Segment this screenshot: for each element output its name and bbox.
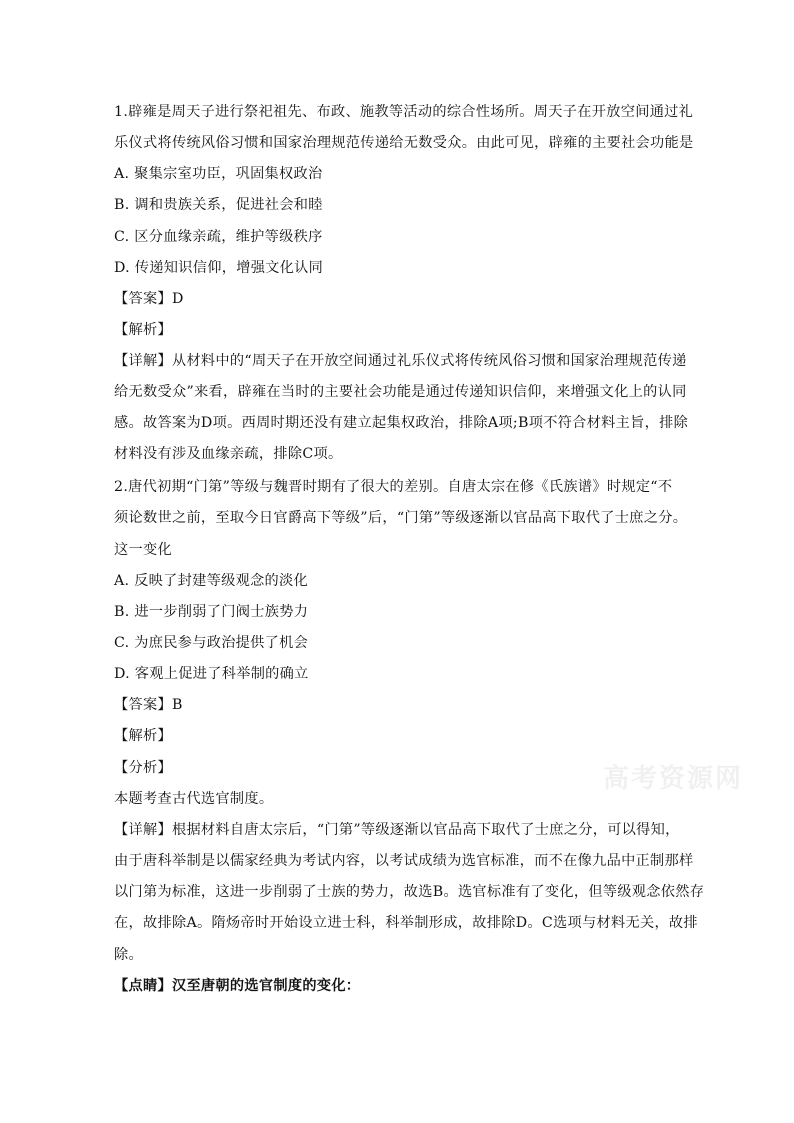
q2-answer: 【答案】B xyxy=(114,697,183,713)
q2-detail-line-5: 除。 xyxy=(114,947,143,963)
q1-detail-line-2: 给无数受众”来看，辟雍在当时的主要社会功能是通过传递知识信仰，来增强文化上的认同 xyxy=(114,384,687,400)
q2-detail-line-1: 【详解】根据材料自唐太宗后，“门第”等级逐渐以官品高下取代了士庶之分，可以得知， xyxy=(114,822,680,838)
q2-detail-line-3: 以门第为标准，这进一步削弱了士族的势力，故选B。选官标准有了变化，但等级观念依然存 xyxy=(114,884,705,900)
q1-option-b: B. 调和贵族关系，促进社会和睦 xyxy=(114,197,323,213)
q1-stem-line-1: 1.辟雍是周天子进行祭祀祖先、布政、施教等活动的综合性场所。周天子在开放空间通过礼 xyxy=(114,104,694,120)
q2-fenxi-heading: 【分析】 xyxy=(114,760,172,776)
q1-option-a: A. 聚集宗室功臣，巩固集权政治 xyxy=(114,166,323,182)
q2-detail-line-2: 由于唐科举制是以儒家经典为考试内容，以考试成绩为选官标准，而不在像九品中正制那样 xyxy=(114,853,694,869)
q1-option-c: C. 区分血缘亲疏，维护等级秩序 xyxy=(114,229,323,245)
q1-answer: 【答案】D xyxy=(114,291,184,307)
q2-fenxi-text: 本题考查古代选官制度。 xyxy=(114,791,274,807)
q2-option-c: C. 为庶民参与政治提供了机会 xyxy=(114,635,309,651)
q2-dianjing-heading: 【点睛】汉至唐朝的选官制度的变化： xyxy=(114,978,361,994)
q2-stem-line-2: 须论数世之前，至取今日官爵高下等级”后，“门第”等级逐渐以官品高下取代了士庶之分。 xyxy=(114,510,688,526)
q1-option-d: D. 传递知识信仰，增强文化认同 xyxy=(114,260,324,276)
q2-option-a: A. 反映了封建等级观念的淡化 xyxy=(114,573,309,589)
watermark: 高考资源网 xyxy=(603,764,744,794)
q2-option-d: D. 客观上促进了科举制的确立 xyxy=(114,666,309,682)
q2-stem-line-3: 这一变化 xyxy=(114,542,172,558)
q1-detail-line-1: 【详解】从材料中的“周天子在开放空间通过礼乐仪式将传统风俗习惯和国家治理规范传递 xyxy=(114,353,687,369)
q2-option-b: B. 进一步削弱了门阀士族势力 xyxy=(114,604,309,620)
q1-detail-line-4: 材料没有涉及血缘亲疏，排除C项。 xyxy=(114,446,343,462)
q1-analysis-heading: 【解析】 xyxy=(114,322,172,338)
q2-stem-line-1: 2.唐代初期“门第”等级与魏晋时期有了很大的差别。自唐太宗在修《氏族谱》时规定“不 xyxy=(114,479,673,495)
q1-stem-line-2: 乐仪式将传统风俗习惯和国家治理规范传递给无数受众。由此可见，辟雍的主要社会功能是 xyxy=(114,135,694,151)
q2-analysis-heading: 【解析】 xyxy=(114,728,172,744)
q2-detail-line-4: 在，故排除A。隋炀帝时开始设立进士科，科举制形成，故排除D。C选项与材料无关，故排 xyxy=(114,915,698,931)
q1-detail-line-3: 感。故答案为D项。西周时期还没有建立起集权政治，排除A项;B项不符合材料主旨，排除 xyxy=(114,415,689,431)
